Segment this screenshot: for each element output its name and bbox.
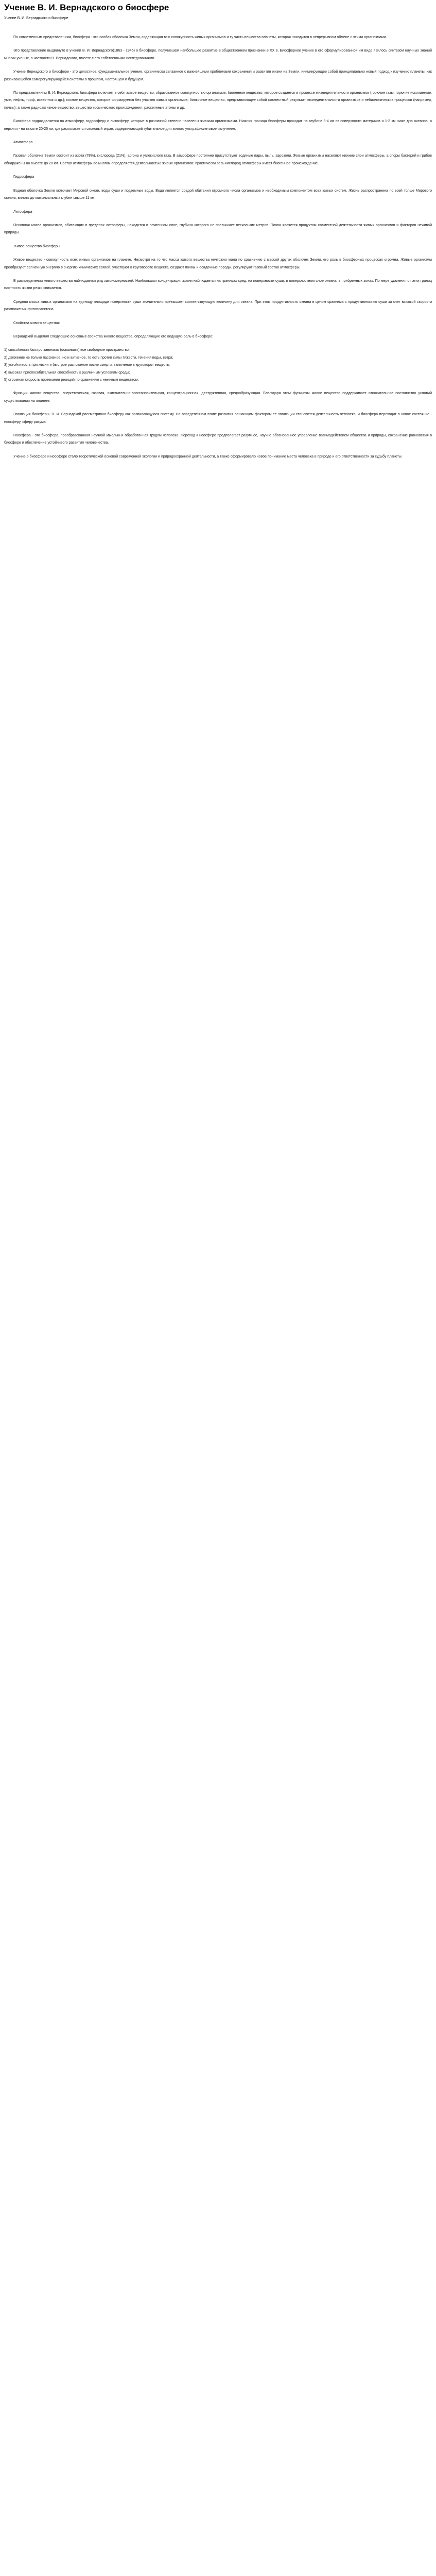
- paragraph: Учение о биосфере и ноосфере стало теоретической основой современной экологии и природоохранной деятельности, а также сформировало новое понимание места человека в природе и его ответственности за судьбу планеты.: [13, 454, 403, 459]
- article-body: [4, 34, 432, 2576]
- paragraph: Эволюция биосферы. В. И. Вернадский рассматривал биосферу как развивающуюся систему. На определенном этапе развития решающим фактором ее эволюции становится деятельность человека, и биосфера переходит в новое состояние - ноосферу, сферу разума.: [4, 413, 432, 424]
- paragraph: Живое вещество биосферы: [13, 244, 60, 248]
- paragraph: Гидросфера: [13, 175, 34, 179]
- paragraph: Средняя масса живых организмов на единицу площади поверхности суши значительно превышает соответствующую величину для океана. При этом продуктивность океана в целом сравнима с продуктивностью суши за счет высокой скорости размножения фитопланктона.: [4, 300, 432, 312]
- paragraph: По представлениям В. И. Вернадского, биосфера включает в себя живое вещество, образованное совокупностью организмов; биогенное вещество, которое создается в процессе жизнедеятельности организмов (горючие газы, горючие ископаемые, угли, нефть, торф, известняк и др.); косное вещество, которое формируется без участия живых организмов; биокосное вещество, представляющее собой совместный результат жизнедеятельности организмов и небиологических процессов (например, почвы); а также радиоактивное вещество, вещество космического происхождения, рассеянные атомы и др.: [4, 91, 432, 110]
- paragraph: Литосфера: [13, 210, 32, 214]
- paragraph: Учение Вернадского о биосфере - это целостное, фундаментальное учение, органически связанное с важнейшими проблемами сохранения и развития жизни на Земли, инициирующее собой принципиально новый подход к изучению планеты, как развивающейся саморегулирующейся системы в прошлом, настоящем и будущем.: [4, 70, 432, 81]
- paragraph: Водная оболочка Земли включает Мировой океан, воды суши и подземные воды. Вода является средой обитания огромного числа организмов и необходимым компонентом всех живых систем. Жизнь распространена по всей толще Мирового океана, вплоть до максимальных глубин свыше 11 км.: [4, 189, 432, 200]
- paragraph: Атмосфера: [13, 141, 33, 145]
- paragraph: Живое вещество - совокупность всех живых организмов на планете. Несмотря на то что масса живого вещества ничтожно мала по сравнению с массой других оболочек Земли, его роль в биосферных процессах огромна. Живые организмы преобразуют солнечную энергию в энергию химических связей, участвуют в круговороте веществ, создают почвы и осадочные породы, регулируют газовый состав атмосферы.: [4, 258, 432, 269]
- paragraph: Газовая оболочка Земли состоит из азота (78%), кислорода (21%), аргона и углекислого газа. В атмосфере постоянно присутствуют водяные пары, пыль, аэрозоли. Живые организмы населяют нижние слои атмосферы, а споры бактерий и грибов обнаружены на высоте до 20 км. Состав атмосферы во многом определяется деятельностью живых организмов: практически весь кислород атмосферы имеет биогенное происхождение.: [4, 154, 432, 165]
- paragraph: Это представление выдвинуто в учении В. И. Вернадского(1863 - 1945) о биосфере, получившем наибольшее развитие в общественном признании в XX в. Биосферное учение в его сформулированной им виде явилось синтезом научных знаний многих ученых, в частности В. Вернадского, вместе с его собственными исследованиями.: [4, 49, 432, 60]
- property-list: [4, 347, 432, 384]
- paragraph: Основная масса организмов, обитающих в пределах литосферы, находится в почвенном слое, глубина которого не превышает нескольких метров. Почва является продуктом совместной деятельности живых организмов и факторов неживой природы.: [4, 223, 432, 235]
- paragraph: Свойства живого вещества:: [13, 321, 60, 325]
- list-item: 2) движение не только пассивное, но и активное, то есть против силы тяжести, течения воды, ветра;: [4, 355, 173, 360]
- paragraph: Функции живого вещества: энергетическая, газовая, окислительно-восстановительная, концентрационная, деструктивная, средообразующая. Благодаря этим функциям живое вещество поддерживает относительное постоянство условий существования на планете.: [4, 392, 432, 403]
- paragraph: Ноосфера - это биосфера, преобразованная научной мыслью и обработанная трудом человека. Переход к ноосфере предполагает разумное, научно обоснованное управление взаимодействием общества и природы, сохранение равновесия в биосфере и обеспечение устойчивого развития человечества.: [4, 434, 432, 445]
- list-item: 3) устойчивость при жизни и быстрое разложение после смерти, включение в круговорот веществ;: [4, 363, 170, 367]
- list-item: 1) способность быстро занимать (осваивать) все свободное пространство;: [4, 348, 130, 352]
- paragraph-group: [4, 34, 432, 341]
- list-item: 4) высокая приспособительная способность к различным условиям среды;: [4, 370, 130, 375]
- paragraph: В распределении живого вещества наблюдается ряд закономерностей. Наибольшая концентрация жизни наблюдается на границах сред: на поверхности суши, в поверхностном слое океана, в прибрежных зонах. По мере удаления от этих границ плотность жизни резко снижается.: [4, 279, 432, 291]
- page-title: Учение В. И. Вернадского о биосфере: [4, 3, 169, 12]
- list-item: 5) огромная скорость протекания реакций по сравнению с неживым веществом.: [4, 378, 139, 382]
- paragraph: По современным представлениям, биосфера - это особая оболочка Земли, содержащая всю совокупность живых организмов и ту часть вещества планеты, которая находится в непрерывном обмене с этими организмами.: [13, 36, 387, 39]
- closing-paragraph-group: [4, 390, 432, 461]
- paragraph: Вернадский выделил следующие основные свойства живого вещества, определяющие его ведущую роль в биосфере:: [13, 334, 214, 338]
- page-subtitle: Учение В. И. Вернадского о биосфере: [4, 16, 68, 20]
- paragraph: Биосфера подразделяется на атмосферу, гидросферу и литосферу, которые в различной степени населены живыми организмами. Нижняя граница биосферы проходит на глубине 3-4 км от поверхности материков и 1-2 км ниже дна океанов, а верхняя - на высоте 20-25 км, где располагается озоновый экран, задерживающий губительное для живого ультрафиолетовое излучение.: [4, 120, 432, 131]
